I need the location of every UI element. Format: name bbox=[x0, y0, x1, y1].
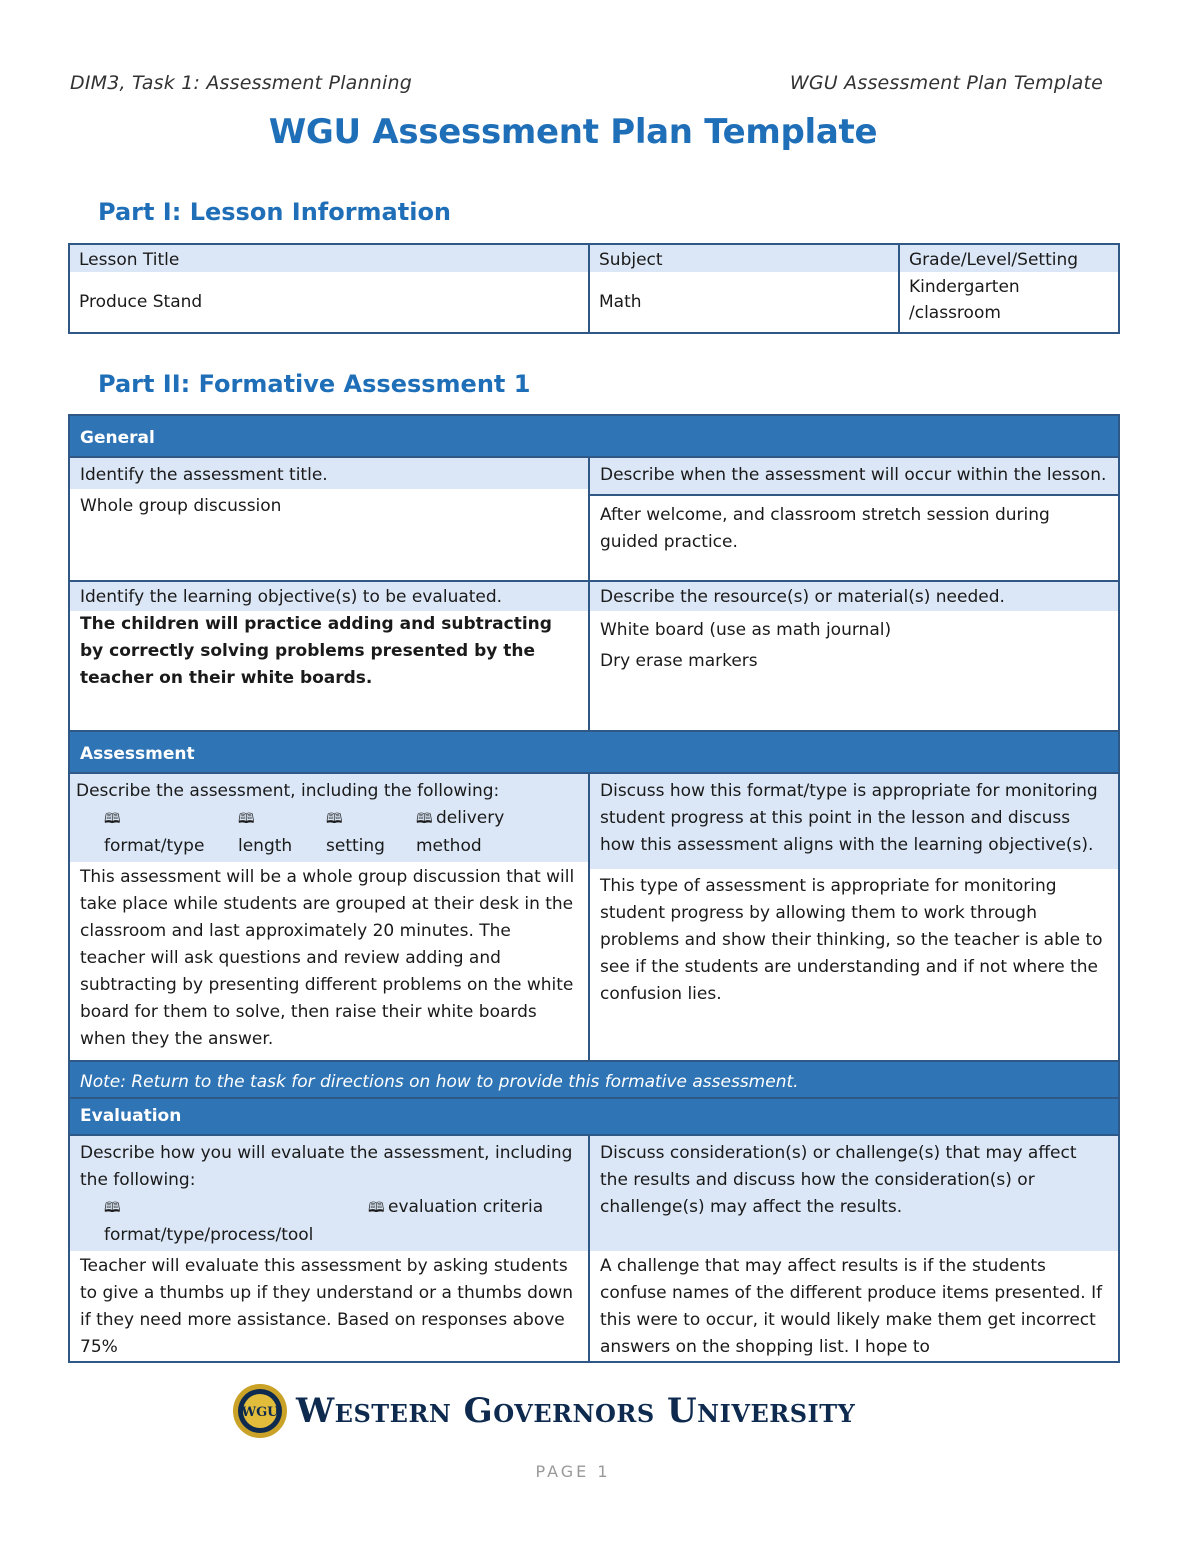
resource-item-2: Dry erase markers bbox=[600, 651, 758, 671]
objective-answer: The children will practice adding and subtracting by correctly solving problems presented by the teacher on their white boards. bbox=[80, 614, 552, 688]
evaluation-challenge-prompt: Discuss consideration(s) or challenge(s) that may affect the results and discuss how the consideration(s) or challenge(s) may affect the results. bbox=[590, 1136, 1118, 1251]
grade-value: Kindergarten /classroom bbox=[899, 272, 1119, 333]
assessment-describe-cell bbox=[69, 773, 589, 1061]
assessment-when-prompt: Describe when the assessment will occur within the lesson. bbox=[590, 458, 1118, 496]
formative-assessment-table bbox=[68, 414, 1120, 1363]
objective-prompt: Identify the learning objective(s) to be evaluated. bbox=[70, 582, 588, 611]
lesson-info-table bbox=[68, 243, 1120, 334]
resource-item-1: White board (use as math journal) bbox=[600, 620, 892, 640]
subject-label: Subject bbox=[589, 244, 899, 272]
lesson-title-label: Lesson Title bbox=[69, 244, 589, 272]
evaluation-challenge-answer: A challenge that may affect results is if the students confuse names of the different produce items presented. If this were to occur, it would likely make them get incorrect answers on the shopping list. I hope to bbox=[600, 1256, 1103, 1357]
assessment-title-answer: Whole group discussion bbox=[80, 496, 282, 516]
assessment-describe-answer: This assessment will be a whole group discussion that will take place while students are grouped at their desk in the classroom and last approximately 20 minutes. The teacher will ask questions and review adding and subtracting by presenting different problems on the white board for them to solve, then raise their white boards when they the answer. bbox=[80, 867, 575, 1049]
part1-heading: Part I: Lesson Information bbox=[98, 198, 452, 226]
wgu-seal-icon bbox=[232, 1383, 288, 1439]
subject-value: Math bbox=[589, 272, 899, 333]
resources-prompt: Describe the resource(s) or material(s) needed. bbox=[590, 582, 1118, 611]
book-icon: 🕮 bbox=[416, 811, 433, 827]
bullet-length: 🕮 length bbox=[238, 805, 326, 860]
bullet-evaluation-criteria: 🕮 evaluation criteria bbox=[368, 1194, 568, 1249]
assessment-discuss-answer: This type of assessment is appropriate for monitoring student progress by allowing them to work through problems and show their thinking, so the teacher is able to see if the students are understanding and if not where the confusion lies. bbox=[600, 876, 1103, 1004]
evaluation-describe-prompt: Describe how you will evaluate the assessment, including the following: bbox=[70, 1136, 588, 1194]
resources-cell bbox=[589, 581, 1119, 731]
svg-text:WGU: WGU bbox=[241, 1405, 279, 1420]
assessment-title-cell bbox=[69, 457, 589, 581]
book-icon: 🕮 bbox=[368, 1200, 385, 1216]
part2-heading: Part II: Formative Assessment 1 bbox=[98, 370, 531, 398]
assessment-when-cell bbox=[589, 457, 1119, 581]
assessment-bullets bbox=[70, 805, 588, 862]
book-icon: 🕮 bbox=[104, 811, 121, 827]
assessment-section-heading: Assessment bbox=[69, 731, 1119, 773]
page-number: PAGE 1 bbox=[535, 1462, 611, 1481]
assessment-when-answer: After welcome, and classroom stretch session during guided practice. bbox=[600, 505, 1050, 552]
assessment-describe-prompt: Describe the assessment, including the following: bbox=[70, 774, 588, 805]
lesson-title-value: Produce Stand bbox=[79, 292, 203, 312]
bullet-format-process-tool: 🕮 format/type/process/tool bbox=[104, 1194, 368, 1249]
book-icon: 🕮 bbox=[238, 811, 255, 827]
assessment-discuss-cell bbox=[589, 773, 1119, 1061]
bullet-setting: 🕮 setting bbox=[326, 805, 416, 860]
evaluation-describe-cell bbox=[69, 1135, 589, 1362]
wgu-wordmark: Western Governors University bbox=[296, 1391, 856, 1431]
wgu-logo bbox=[232, 1383, 855, 1439]
assessment-title-prompt: Identify the assessment title. bbox=[70, 458, 588, 489]
document-title: WGU Assessment Plan Template bbox=[268, 112, 878, 152]
formative-note: Note: Return to the task for directions on how to provide this formative assessment. bbox=[69, 1061, 1119, 1098]
evaluation-describe-answer: Teacher will evaluate this assessment by asking students to give a thumbs up if they understand or a thumbs down if they need more assistance. Based on responses above 75% bbox=[80, 1256, 574, 1357]
evaluation-challenge-cell bbox=[589, 1135, 1119, 1362]
header-right: WGU Assessment Plan Template bbox=[789, 72, 1103, 94]
grade-label: Grade/Level/Setting bbox=[899, 244, 1119, 272]
bullet-delivery-method: 🕮 delivery method bbox=[416, 808, 505, 856]
header-left: DIM3, Task 1: Assessment Planning bbox=[70, 72, 412, 94]
bullet-format-type: 🕮 format/type bbox=[104, 805, 238, 860]
objective-cell bbox=[69, 581, 589, 731]
assessment-discuss-prompt: Discuss how this format/type is appropriate for monitoring student progress at this point in the lesson and discuss how this assessment aligns with the learning objective(s). bbox=[590, 774, 1118, 869]
book-icon: 🕮 bbox=[104, 1200, 121, 1216]
evaluation-bullets bbox=[70, 1194, 588, 1251]
book-icon: 🕮 bbox=[326, 811, 343, 827]
general-section-heading: General bbox=[69, 415, 1119, 457]
evaluation-section-heading: Evaluation bbox=[69, 1098, 1119, 1135]
